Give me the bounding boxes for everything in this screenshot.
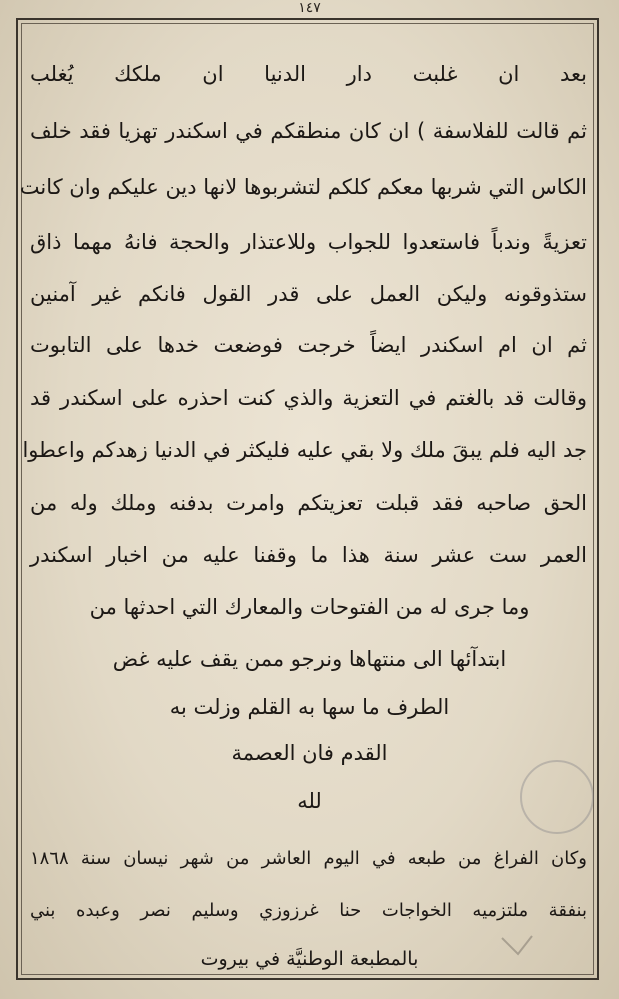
faded-stamp xyxy=(520,760,594,834)
text-line-2: ثم قالت للفلاسفة ) ان كان منطقكم في اسكندر تهزيا فقد خلف xyxy=(30,119,587,143)
text-line-5: ستذوقونه وليكن العمل على قدر القول فانكم غير آمنين xyxy=(30,282,587,306)
colophon-line-3: بالمطبعة الوطنيَّة في بيروت xyxy=(200,948,419,970)
colophon-line-2: بنفقة ملتزميه الخواجات حنا غرزوزي وسليم نصر وعبده بني xyxy=(30,900,587,921)
text-line-9: الحق صاحبه فقد قبلت تعزيتكم وامرت بدفنه وملك وله من xyxy=(30,491,587,515)
text-line-10: العمر ست عشر سنة هذا ما وقفنا عليه من اخبار اسكندر xyxy=(30,543,587,567)
text-line-15: لله xyxy=(297,789,322,813)
text-line-4: تعزيةً وندباً فاستعدوا للجواب وللاعتذار والحجة فانهُ مهما ذاق xyxy=(30,230,587,254)
text-line-11: وما جرى له من الفتوحات والمعارك التي احدثها من xyxy=(89,595,530,619)
text-line-12: ابتدآئها الى منتهاها ونرجو ممن يقف عليه غض xyxy=(112,647,507,671)
page-number: ١٤٧ xyxy=(298,0,321,16)
text-line-14: القدم فان العصمة xyxy=(231,741,388,765)
text-line-3: الكاس التي شربها معكم كلكم لتشربوها لانها دين عليكم وان كانت xyxy=(19,175,587,199)
text-line-7: وقالت قد بالغتم في التعزية والذي كنت احذره على اسكندر قد xyxy=(30,386,587,410)
pencil-mark xyxy=(498,930,538,960)
text-line-13: الطرف ما سها به القلم وزلت به xyxy=(169,695,450,719)
colophon-line-1: وكان الفراغ من طبعه في اليوم العاشر من شهر نيسان سنة ١٨٦٨ xyxy=(30,848,587,869)
text-line-1: بعد ان غلبت دار الدنيا ان ملكك يُغلب xyxy=(30,62,587,86)
text-line-8: جد اليه فلم يبقَ ملك ولا بقي عليه فليكثر في الدنيا زهدكم واعطوا xyxy=(22,438,587,462)
text-line-6: ثم ان ام اسكندر ايضاً خرجت فوضعت خدها على التابوت xyxy=(30,333,587,357)
